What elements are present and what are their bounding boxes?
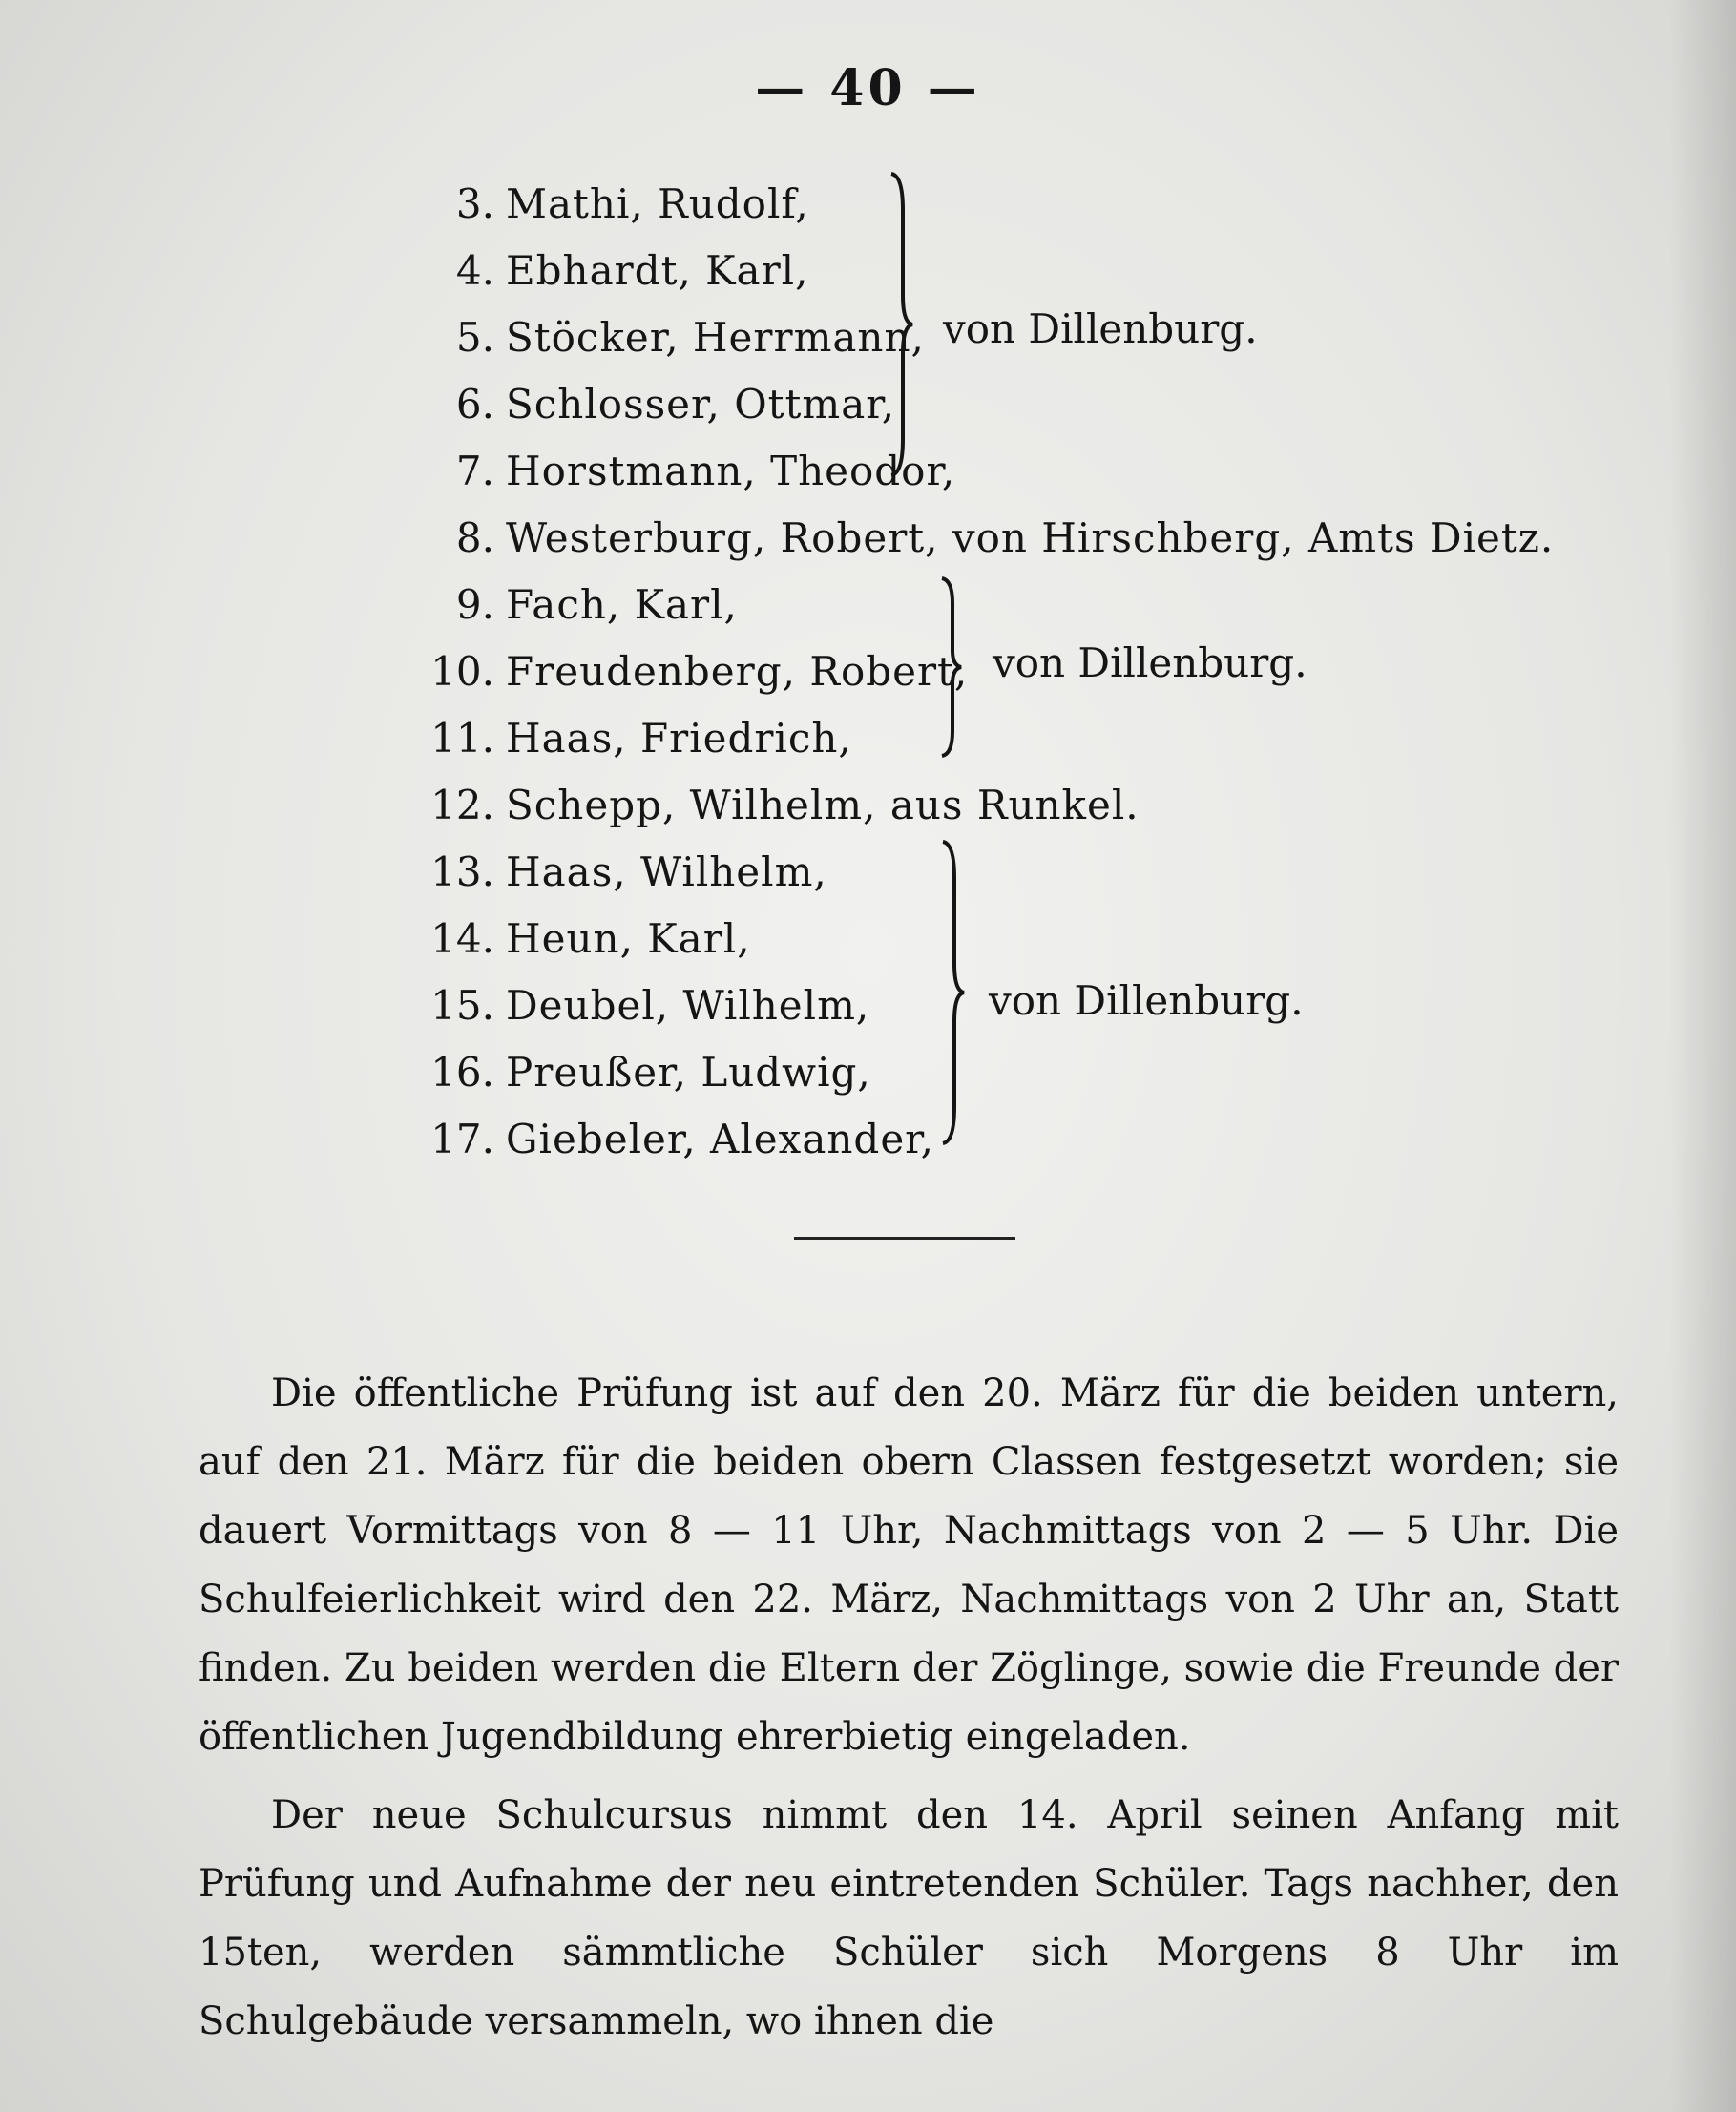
list-item: [382, 972, 869, 1039]
group-origin-label: von Dillenburg.: [993, 639, 1307, 686]
section-divider: [794, 1237, 1015, 1240]
list-item: [382, 237, 808, 304]
entry-name: Mathi, Rudolf,: [506, 180, 809, 227]
list-item: [382, 1105, 934, 1173]
entry-name: Haas, Wilhelm,: [506, 848, 827, 895]
list-item: [382, 1038, 871, 1106]
group-origin-label: von Dillenburg.: [943, 305, 1258, 352]
list-item: [382, 571, 738, 638]
entry-name: Giebeler, Alexander,: [506, 1116, 934, 1162]
entry-name: Horstmann, Theodor,: [506, 448, 956, 494]
list-item: [382, 771, 1140, 839]
right-brace-icon: [939, 576, 964, 758]
list-item: [382, 638, 968, 705]
entry-name: Preußer, Ludwig,: [506, 1049, 871, 1096]
group-origin-label: von Dillenburg.: [989, 977, 1304, 1024]
entry-name: Deubel, Wilhelm,: [506, 982, 870, 1029]
entry-number: 13.: [430, 848, 494, 895]
entry-name: Schlosser, Ottmar,: [506, 381, 896, 428]
entry-number: 4.: [455, 247, 494, 294]
entry-number: 17.: [430, 1116, 494, 1162]
entry-number: 11.: [430, 715, 494, 762]
entry-number: 9.: [455, 581, 494, 628]
entry-name: Freudenberg, Robert,: [506, 648, 969, 695]
entry-number: 14.: [430, 915, 494, 962]
list-item: [382, 170, 809, 238]
entry-number: 8.: [455, 514, 494, 561]
page-number: — 40 —: [755, 59, 981, 117]
entry-number: 5.: [455, 314, 494, 361]
entry-name: Westerburg, Robert, von Hirschberg, Amts Dietz.: [506, 514, 1555, 561]
entry-number: 7.: [455, 448, 494, 494]
list-item: [382, 905, 751, 972]
entry-name: Stöcker, Herrmann,: [506, 314, 925, 361]
entry-name: Heun, Karl,: [506, 915, 751, 962]
entry-number: 3.: [455, 180, 494, 227]
right-brace-icon: [888, 172, 916, 477]
exam-announcement-paragraph: Die öffentliche Prüfung ist auf den 20. März für die beiden untern, auf den 21. März für die beiden obern Classen festgesetzt worden; sie dauert Vormittags von 8 — 11 Uhr, Nachmittags von 2 — 5 Uhr. Die Schulfeierlichkeit wird den 22. März, Nachmittags von 2 Uhr an, Statt finden. Zu beiden werden die Eltern der Zöglinge, sowie die Freunde der öffentlichen Jugendbildung ehrerbietig eingeladen.: [199, 1371, 1619, 1759]
entry-name: Fach, Karl,: [506, 581, 738, 628]
new-term-paragraph: Der neue Schulcursus nimmt den 14. April seinen Anfang mit Prüfung und Aufnahme der neu eintretenden Schüler. Tags nachher, den 15ten, werden sämmtliche Schüler sich Morgens 8 Uhr im Schulgebäude versammeln, wo ihnen die: [199, 1793, 1619, 2043]
entry-name: Haas, Friedrich,: [506, 715, 852, 762]
entry-number: 6.: [455, 381, 494, 428]
entry-number: 12.: [430, 782, 494, 828]
entry-number: 10.: [430, 648, 494, 695]
list-item: [382, 370, 895, 438]
entry-number: 15.: [430, 982, 494, 1029]
entry-name: Schepp, Wilhelm, aus Runkel.: [506, 782, 1140, 828]
list-item: [382, 437, 955, 505]
page-edge-shadow: [1669, 0, 1736, 2112]
right-brace-icon: [939, 840, 968, 1145]
entry-name: Ebhardt, Karl,: [506, 247, 809, 294]
list-item: [382, 704, 852, 772]
entry-number: 16.: [430, 1049, 494, 1096]
list-item: [382, 504, 1554, 572]
list-item: [382, 838, 827, 906]
list-item: [382, 303, 925, 371]
